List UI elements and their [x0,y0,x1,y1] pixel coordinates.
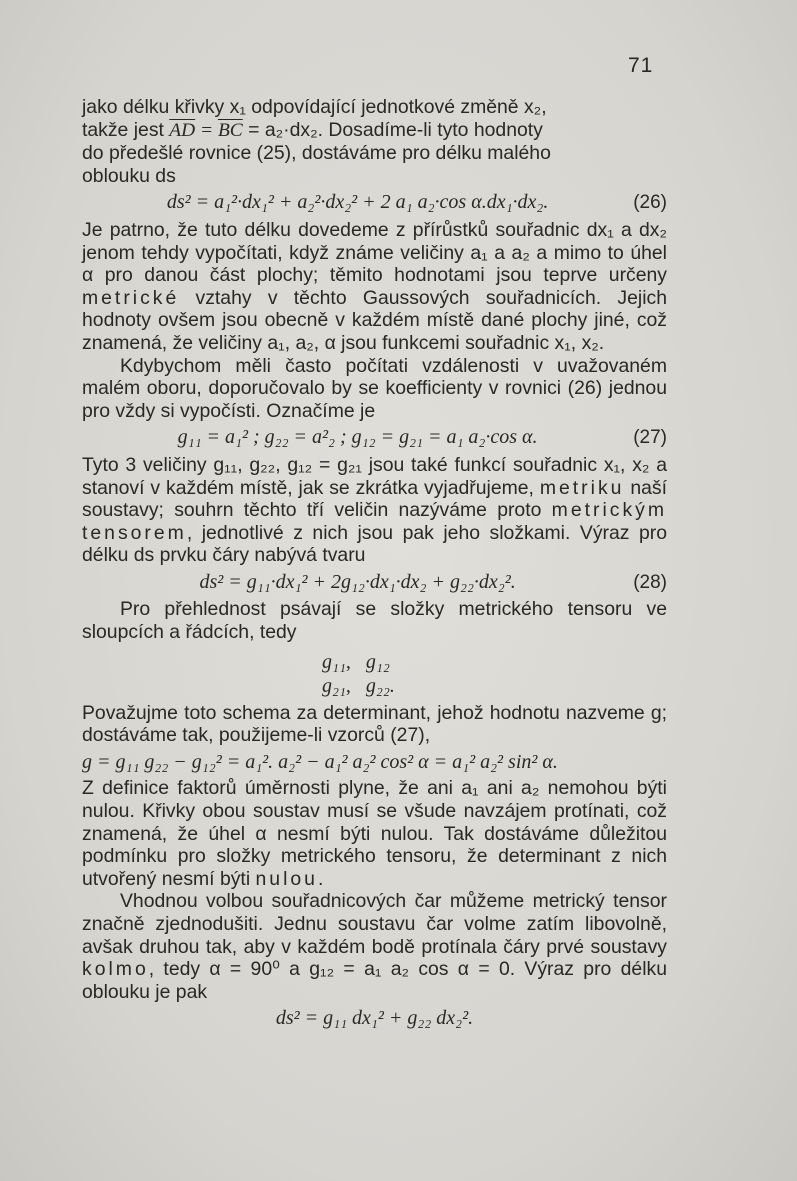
segment-bc: $\overline{BC}$ [217,119,243,141]
paragraph-4 [82,454,667,567]
equation-26-expr: ds² = a₁²·dx₁² + a₂²·dx₂² + 2 a₁ a₂·cos α.dx₁·dx₂. [166,191,549,214]
p4-text2: naší soustavy; souhrn těchto tří veličin nazýváme proto [82,476,667,522]
p4-spaced1: metriku [539,476,625,499]
p1-line2c: = a₂·dx₂. Dosadíme-li tyto hodnoty [242,118,543,141]
equation-determinant-expr: g = g₁₁ g₂₂ − g₁₂² = a₁². a₂² − a₁² a₂² cos² α = a₁² a₂² sin² α. [82,750,558,773]
p8-spaced: kolmo [82,958,149,981]
p4-spaced2: metrickým tensorem [82,499,667,544]
p2-spaced: metrické [82,286,180,309]
p4-text: Tyto 3 veličiny g₁₁, g₂₂, g₁₂ = g₂₁ jsou také funkcí souřadnic x₁, x₂ a stanoví v každém místě, jak se zkrátka vyjadřujeme, [82,453,667,499]
page-number: 71 [628,54,654,77]
matrix-row-2: g₂₁, g₂₂. [322,674,395,697]
matrix-row-1: g₁₁, g₁₂ [322,650,390,673]
p1-line3: do předešlé rovnice (25), dostáváme pro délku malého [82,142,551,165]
equation-28 [82,571,667,595]
p7-spaced: nulou [255,867,318,890]
metric-tensor-matrix [322,650,667,698]
equation-final-expr: ds² = g₁₁ dx₁² + g₂₂ dx₂². [275,1007,474,1030]
p8-text2: , tedy α = 90⁰ a g₁₂ = a₁ a₂ cos α = 0. Výraz pro délku oblouku je pak [82,958,667,1003]
paragraph-1 [82,96,667,187]
paragraph-2 [82,219,667,355]
equation-27-expr: g₁₁ = a₁² ; g₂₂ = a²₂ ; g₁₂ = g₂₁ = a₁ a₂·cos α. [177,426,538,449]
equation-26 [82,191,667,215]
equation-27-number: (27) [633,427,667,449]
paragraph-3: Kdybychom měli často počítati vzdálenosti v uvažovaném malém oboru, doporučovalo by se koefficienty v rovnici (26) jednou pro vždy si vypočísti. Označíme je [82,354,667,422]
paragraph-7 [82,777,667,890]
equation-28-number: (28) [633,571,667,593]
p1-line4: oblouku ds [82,164,176,187]
p2-text2: vztahy v těchto Gaussových souřadnicích. Jejich hodnoty ovšem jsou obecně v každém místě dané plochy jiné, což znamená, že veličiny a₁, a₂, α jsou funkcemi souřadnic x₁, x₂. [82,286,667,354]
p1-line2a: takže jest [82,118,170,141]
p7-text: Z definice faktorů úměrnosti plyne, že ani a₁ ani a₂ nemohou býti nulou. Křivky obou soustav musí se všude navzájem protínati, což znamená, že úhel α nesmí býti nulou. Tak dostáváme důležitou podmínku pro složky metrického tensoru, že determinant z nich utvořený nesmí býti [82,777,667,890]
p1-line1: jako délku křivky x₁ odpovídající jednotkové změně x₂, [82,96,547,118]
page-body [82,96,667,1034]
equation-determinant [82,751,667,774]
p7-text2: . [317,867,324,890]
p2-text: Je patrno, že tuto délku dovedeme z přírůstků souřadnic dx₁ a dx₂ jenom tehdy vypočítati, když známe veličiny a₁ a a₂ a mimo to úhel α pro danou část plochy; těmito hodnotami jsou teprve určeny [82,218,667,287]
p4-text3: , jednotlivé z nich jsou pak jeho složkami. Výraz pro délku ds prvku čáry nabývá tvaru [82,521,667,567]
paragraph-5: Pro přehlednost psávají se složky metrického tensoru ve sloupcích a řádcích, tedy [82,598,667,644]
equation-26-number: (26) [633,192,667,214]
p1-line2b: = [195,119,218,141]
p8-text: Vhodnou volbou souřadnicových čar můžeme metrický tensor značně zjednodušiti. Jednu soustavu čar volme zatím libovolně, avšak druhou tak, aby v každém bodě protínala čáry prvé soustavy [82,890,667,958]
equation-28-expr: ds² = g₁₁·dx₁² + 2g₁₂·dx₁·dx₂ + g₂₂·dx₂². [199,570,516,593]
paragraph-8 [82,890,667,1003]
segment-ad: $\overline{AD}$ [169,119,196,141]
paragraph-6: Považujme toto schema za determinant, jehož hodnotu nazveme g; dostáváme tak, použijeme-li vzorců (27), [82,701,667,747]
equation-final [82,1007,667,1030]
equation-27 [82,426,667,450]
